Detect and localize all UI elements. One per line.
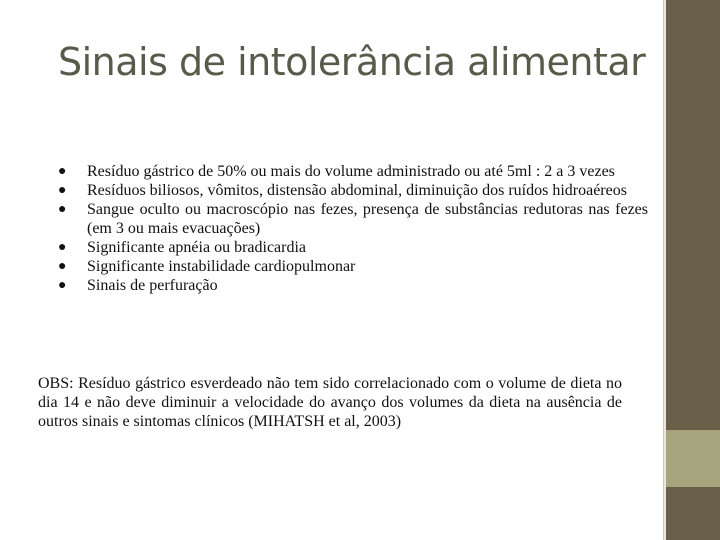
list-item	[32, 200, 652, 238]
bullet-dot-icon: ●	[58, 278, 67, 293]
list-item	[32, 238, 652, 257]
bullet-dot-icon: ●	[58, 164, 67, 179]
bullet-text: Resíduo gástrico de 50% ou mais do volume administrado ou até 5ml : 2 a 3 vezes	[87, 163, 615, 180]
list-item	[32, 276, 652, 295]
list-item	[32, 162, 652, 181]
content-image-panel	[32, 142, 652, 442]
bullet-dot-icon: ●	[58, 259, 67, 274]
bullet-text: Sinais de perfuração	[87, 277, 218, 294]
bullet-text: Significante apnéia ou bradicardia	[87, 239, 307, 256]
bullet-text: Significante instabilidade cardiopulmonar	[87, 258, 356, 275]
side-band-bottom	[666, 487, 720, 540]
list-item	[32, 181, 652, 200]
bullet-text: Resíduos biliosos, vômitos, distensão abdominal, diminuição dos ruídos hidroaéreos	[87, 182, 627, 199]
list-item	[32, 257, 652, 276]
bullet-dot-icon: ●	[58, 202, 67, 217]
obs-note: OBS: Resíduo gástrico esverdeado não tem sido correlacionado com o volume de dieta no dia 14 e não deve diminuir a velocidade do avanço dos volumes da dieta na ausência de outros sinais e sintomas clínicos (MIHATSH et al, 2003)	[38, 375, 622, 430]
bullet-list	[32, 142, 652, 295]
side-band-top	[666, 0, 720, 430]
bullet-text: Sangue oculto ou macroscópio nas fezes, presença de substâncias redutoras nas fezes (em 3 ou mais evacuações)	[87, 201, 648, 237]
slide-title: Sinais de intolerância alimentar	[58, 40, 646, 84]
bullet-dot-icon: ●	[58, 240, 67, 255]
side-band-accent	[666, 430, 720, 487]
bullet-dot-icon: ●	[58, 183, 67, 198]
